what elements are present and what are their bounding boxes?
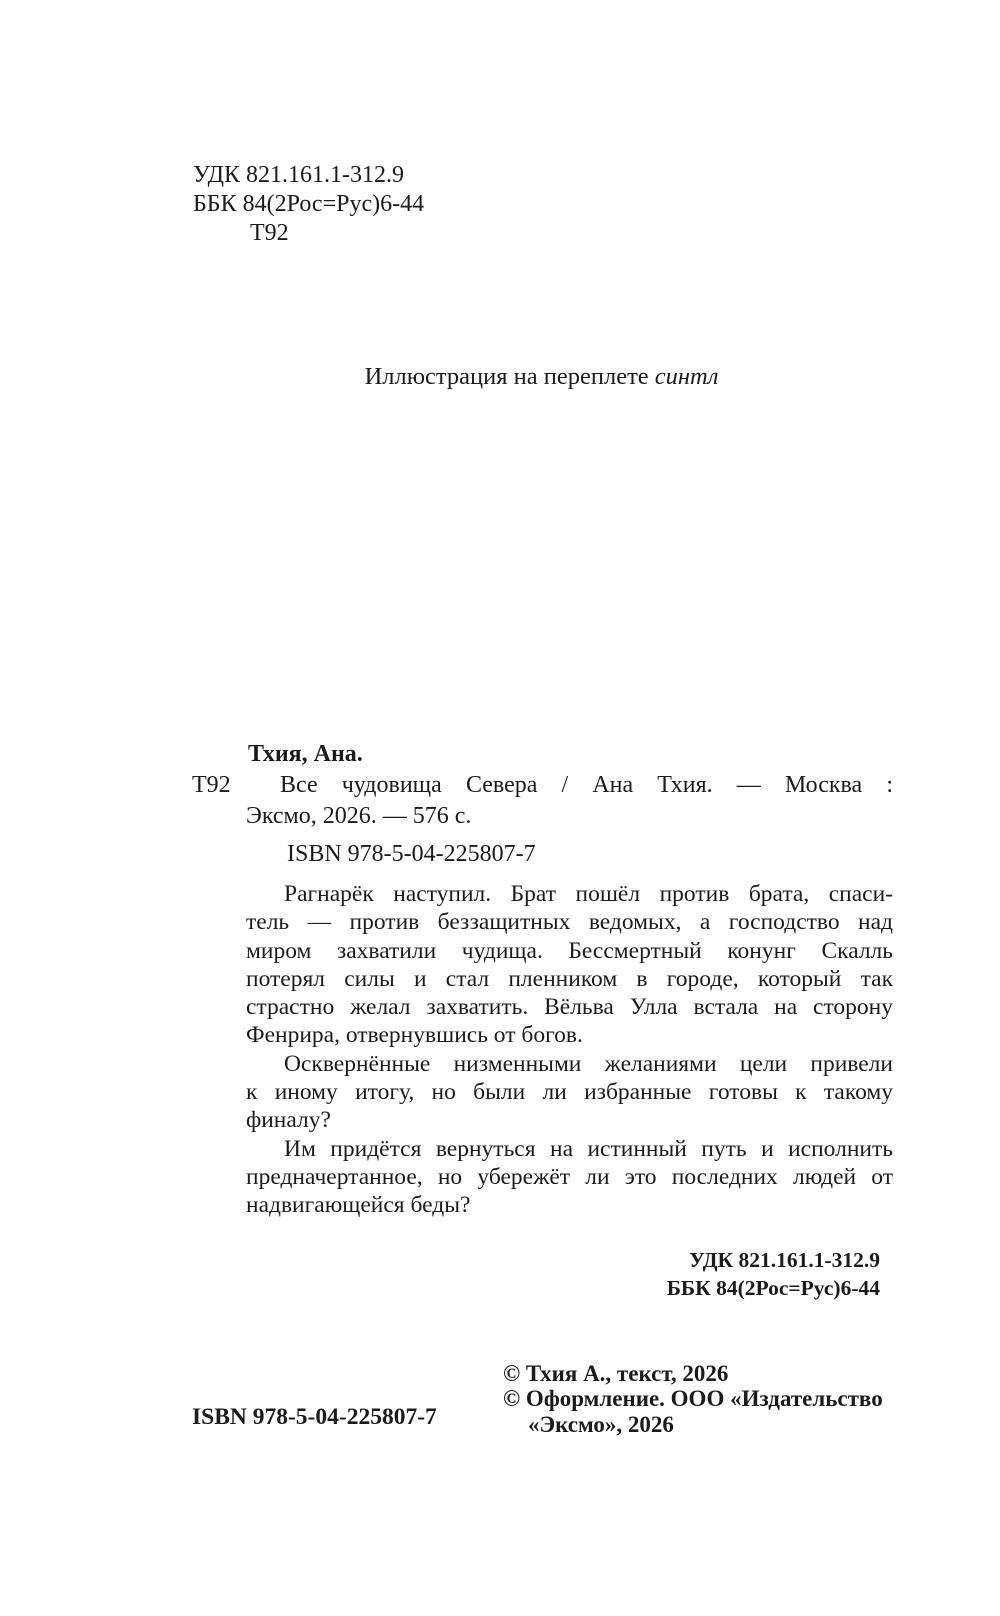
annotation-line: Фенрира, отвернувшись от богов.	[246, 1022, 583, 1049]
udk-code-bottom: УДК 821.161.1-312.9	[689, 1248, 880, 1272]
author-sign-top: Т92	[250, 220, 289, 246]
bbk-code-top: ББК 84(2Рос=Рус)6-44	[193, 191, 425, 217]
copyright-design-line: © Оформление. ООО «Издательство	[503, 1386, 883, 1412]
classification-codes-bottom	[246, 1246, 880, 1302]
annotation	[246, 880, 893, 1220]
classification-codes-top	[193, 161, 424, 248]
udk-code-top: УДК 821.161.1-312.9	[193, 162, 404, 188]
annotation-line: финалу?	[246, 1107, 331, 1134]
catalog-isbn: ISBN 978-5-04-225807-7	[287, 841, 536, 867]
catalog-entry	[192, 770, 893, 832]
catalog-entry-line-1: Все чудовища Севера / Ана Тхия. — Москва :	[280, 772, 893, 798]
catalog-entry-line-2: Эксмо, 2026. — 576 с.	[246, 803, 472, 829]
copyright-design-line-cont: «Эксмо», 2026	[528, 1411, 674, 1437]
annotation-line: Рагнарёк наступил. Брат пошёл против брата, спаси-	[284, 881, 893, 907]
copyright-block	[503, 1361, 883, 1437]
catalog-card	[192, 739, 893, 870]
annotation-line: Осквернённые низменными желаниями цели привели	[284, 1050, 893, 1077]
annotation-line: к иному итогу, но были ли избранные готовы к такому	[246, 1079, 893, 1106]
annotation-line: тель — против беззащитных ведомых, а господство над	[246, 909, 893, 936]
illustration-artist-name: синтл	[654, 363, 719, 390]
annotation-line: потерял силы и стал пленником в городе, который так	[246, 965, 893, 992]
illustration-credit-text: Иллюстрация на переплете	[364, 363, 649, 390]
annotation-line: предначертанное, но убережёт ли это последних людей от	[246, 1163, 893, 1190]
footer-isbn: ISBN 978-5-04-225807-7	[192, 1404, 437, 1430]
copyright-text-line: © Тхия А., текст, 2026	[503, 1361, 729, 1386]
annotation-line: страстно желал захватить. Вёльва Улла встала на сторону	[246, 994, 893, 1021]
illustration-credit	[190, 362, 893, 392]
annotation-line: Им придётся вернуться на истинный путь и исполнить	[284, 1135, 893, 1162]
bbk-code-bottom: ББК 84(2Рос=Рус)6-44	[666, 1276, 880, 1300]
catalog-author-sign: Т92	[192, 772, 231, 798]
catalog-author-heading: Тхия, Ана.	[248, 741, 363, 767]
annotation-line: миром захватили чудища. Бессмертный конунг Скалль	[246, 937, 893, 964]
annotation-line: надвигающейся беды?	[246, 1192, 471, 1219]
